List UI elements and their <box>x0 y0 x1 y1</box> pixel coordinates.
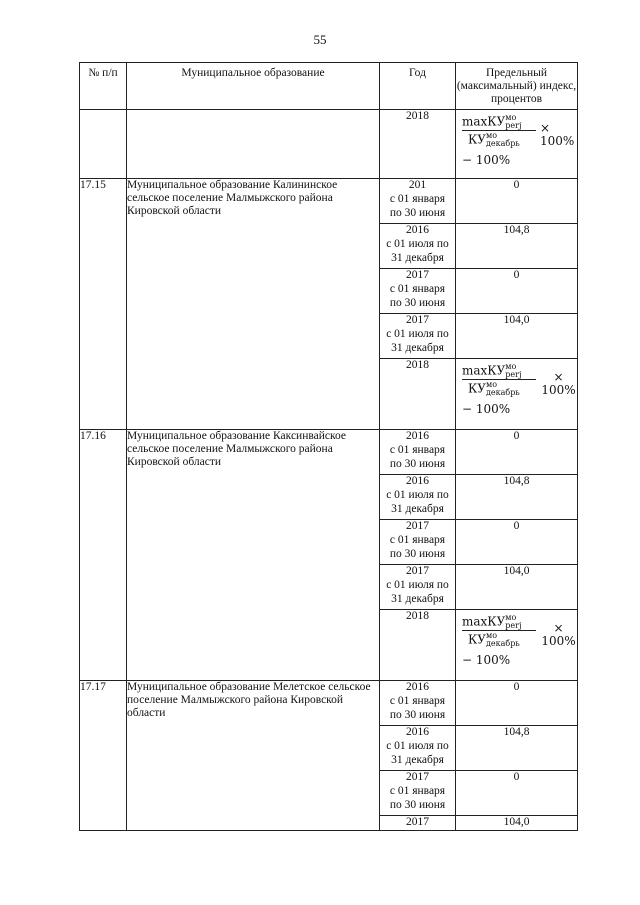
year-value: 2017 <box>406 771 429 783</box>
year-cell <box>380 520 456 565</box>
page-number: 55 <box>313 32 327 47</box>
formula-denominator: КУмо декабрь <box>468 631 520 648</box>
period-end: 31 декабря <box>391 593 444 605</box>
year-cell <box>380 269 456 314</box>
period-start: с 01 июля по <box>386 579 449 591</box>
period-start: с 01 января <box>389 695 446 707</box>
year-cell <box>380 359 456 430</box>
period-start: с 01 января <box>389 534 446 546</box>
municipal-index-table <box>79 62 578 831</box>
index-value: 0 <box>456 269 578 314</box>
formula-numerator: maxКУмо perj <box>462 613 522 630</box>
index-value: 104,0 <box>456 565 578 610</box>
municipality-name: Муниципальное образование Мелетское сельское поселение Малмыжского района Кировской области <box>127 681 380 831</box>
index-value: 104,8 <box>456 475 578 520</box>
year-value: 2017 <box>406 816 429 828</box>
year-value: 2016 <box>406 475 429 487</box>
index-value: 0 <box>456 681 578 726</box>
formula-fraction-bar <box>462 130 536 131</box>
table-header-row <box>80 63 578 110</box>
year-value: 2017 <box>406 520 429 532</box>
formula-times: × 100% <box>541 370 576 397</box>
year-cell <box>380 475 456 520</box>
period-end: по 30 июня <box>389 709 446 721</box>
index-value: 0 <box>456 430 578 475</box>
index-formula-cell <box>456 610 578 681</box>
header-index: Предельный (максимальный) индекс, процентов <box>456 63 578 110</box>
period-start: с 01 июля по <box>386 238 449 250</box>
municipality-name: Муниципальное образование Калининское сельское поселение Малмыжского района Кировской области <box>127 179 380 430</box>
year-cell: 2018 <box>380 110 456 179</box>
row-number: 17.15 <box>80 179 127 430</box>
year-value: 2016 <box>406 681 429 693</box>
period-end: 31 декабря <box>391 503 444 515</box>
year-cell <box>380 430 456 475</box>
year-cell <box>380 771 456 816</box>
formula-minus: − 100% <box>462 653 511 667</box>
index-value: 104,8 <box>456 224 578 269</box>
year-value: 2016 <box>406 224 429 236</box>
header-year: Год <box>380 63 456 110</box>
formula-numerator: maxКУмо perj <box>462 113 522 130</box>
year-cell <box>380 179 456 224</box>
period-end: по 30 июня <box>389 548 446 560</box>
row-number: 17.17 <box>80 681 127 831</box>
formula-fraction-bar <box>462 379 536 380</box>
year-cell <box>380 681 456 726</box>
index-value: 0 <box>456 771 578 816</box>
table-row <box>80 430 578 475</box>
formula-denominator: КУмо декабрь <box>468 131 520 148</box>
index-value: 0 <box>456 520 578 565</box>
year-cell <box>380 314 456 359</box>
formula-minus: − 100% <box>462 402 511 416</box>
index-value: 0 <box>456 179 578 224</box>
period-start: с 01 января <box>389 193 446 205</box>
index-formula-cell <box>456 359 578 430</box>
municipality-name: Муниципальное образование Каксинвайское сельское поселение Малмыжского района Кировской области <box>127 430 380 681</box>
year-value: 2016 <box>406 430 429 442</box>
period-end: по 30 июня <box>389 458 446 470</box>
formula-times: × 100% <box>540 121 575 148</box>
period-end: 31 декабря <box>391 754 444 766</box>
period-start: с 01 июля по <box>386 489 449 501</box>
formula-fraction-bar <box>462 630 536 631</box>
period-start: с 01 января <box>389 444 446 456</box>
continuation-row <box>80 110 578 179</box>
year-value: 2017 <box>406 269 429 281</box>
period-end: по 30 июня <box>389 207 446 219</box>
formula-times: × 100% <box>541 621 576 648</box>
table-row <box>80 179 578 224</box>
index-value: 104,8 <box>456 726 578 771</box>
table-row <box>80 681 578 726</box>
period-end: 31 декабря <box>391 252 444 264</box>
header-number: № п/п <box>80 63 127 110</box>
year-value: 2017 <box>406 314 429 326</box>
period-end: 31 декабря <box>391 342 444 354</box>
formula-minus: − 100% <box>462 153 511 167</box>
index-formula-cell <box>456 110 578 179</box>
year-cell <box>380 610 456 681</box>
index-value: 104,0 <box>456 314 578 359</box>
year-value: 2016 <box>406 726 429 738</box>
year-value: 201 <box>408 179 427 191</box>
year-cell <box>380 816 456 831</box>
period-start: с 01 июля по <box>386 740 449 752</box>
formula-numerator: maxКУмо perj <box>462 362 522 379</box>
year-cell <box>380 565 456 610</box>
year-value: 2018 <box>406 610 429 622</box>
year-cell <box>380 726 456 771</box>
index-value: 104,0 <box>456 816 578 831</box>
year-value: 2018 <box>406 359 429 371</box>
period-start: с 01 января <box>389 785 446 797</box>
period-end: по 30 июня <box>389 297 446 309</box>
year-value: 2017 <box>406 565 429 577</box>
period-start: с 01 января <box>389 283 446 295</box>
formula-denominator: КУмо декабрь <box>468 380 520 397</box>
period-end: по 30 июня <box>389 799 446 811</box>
period-start: с 01 июля по <box>386 328 449 340</box>
row-number: 17.16 <box>80 430 127 681</box>
header-municipality: Муниципальное образование <box>127 63 380 110</box>
year-cell <box>380 224 456 269</box>
